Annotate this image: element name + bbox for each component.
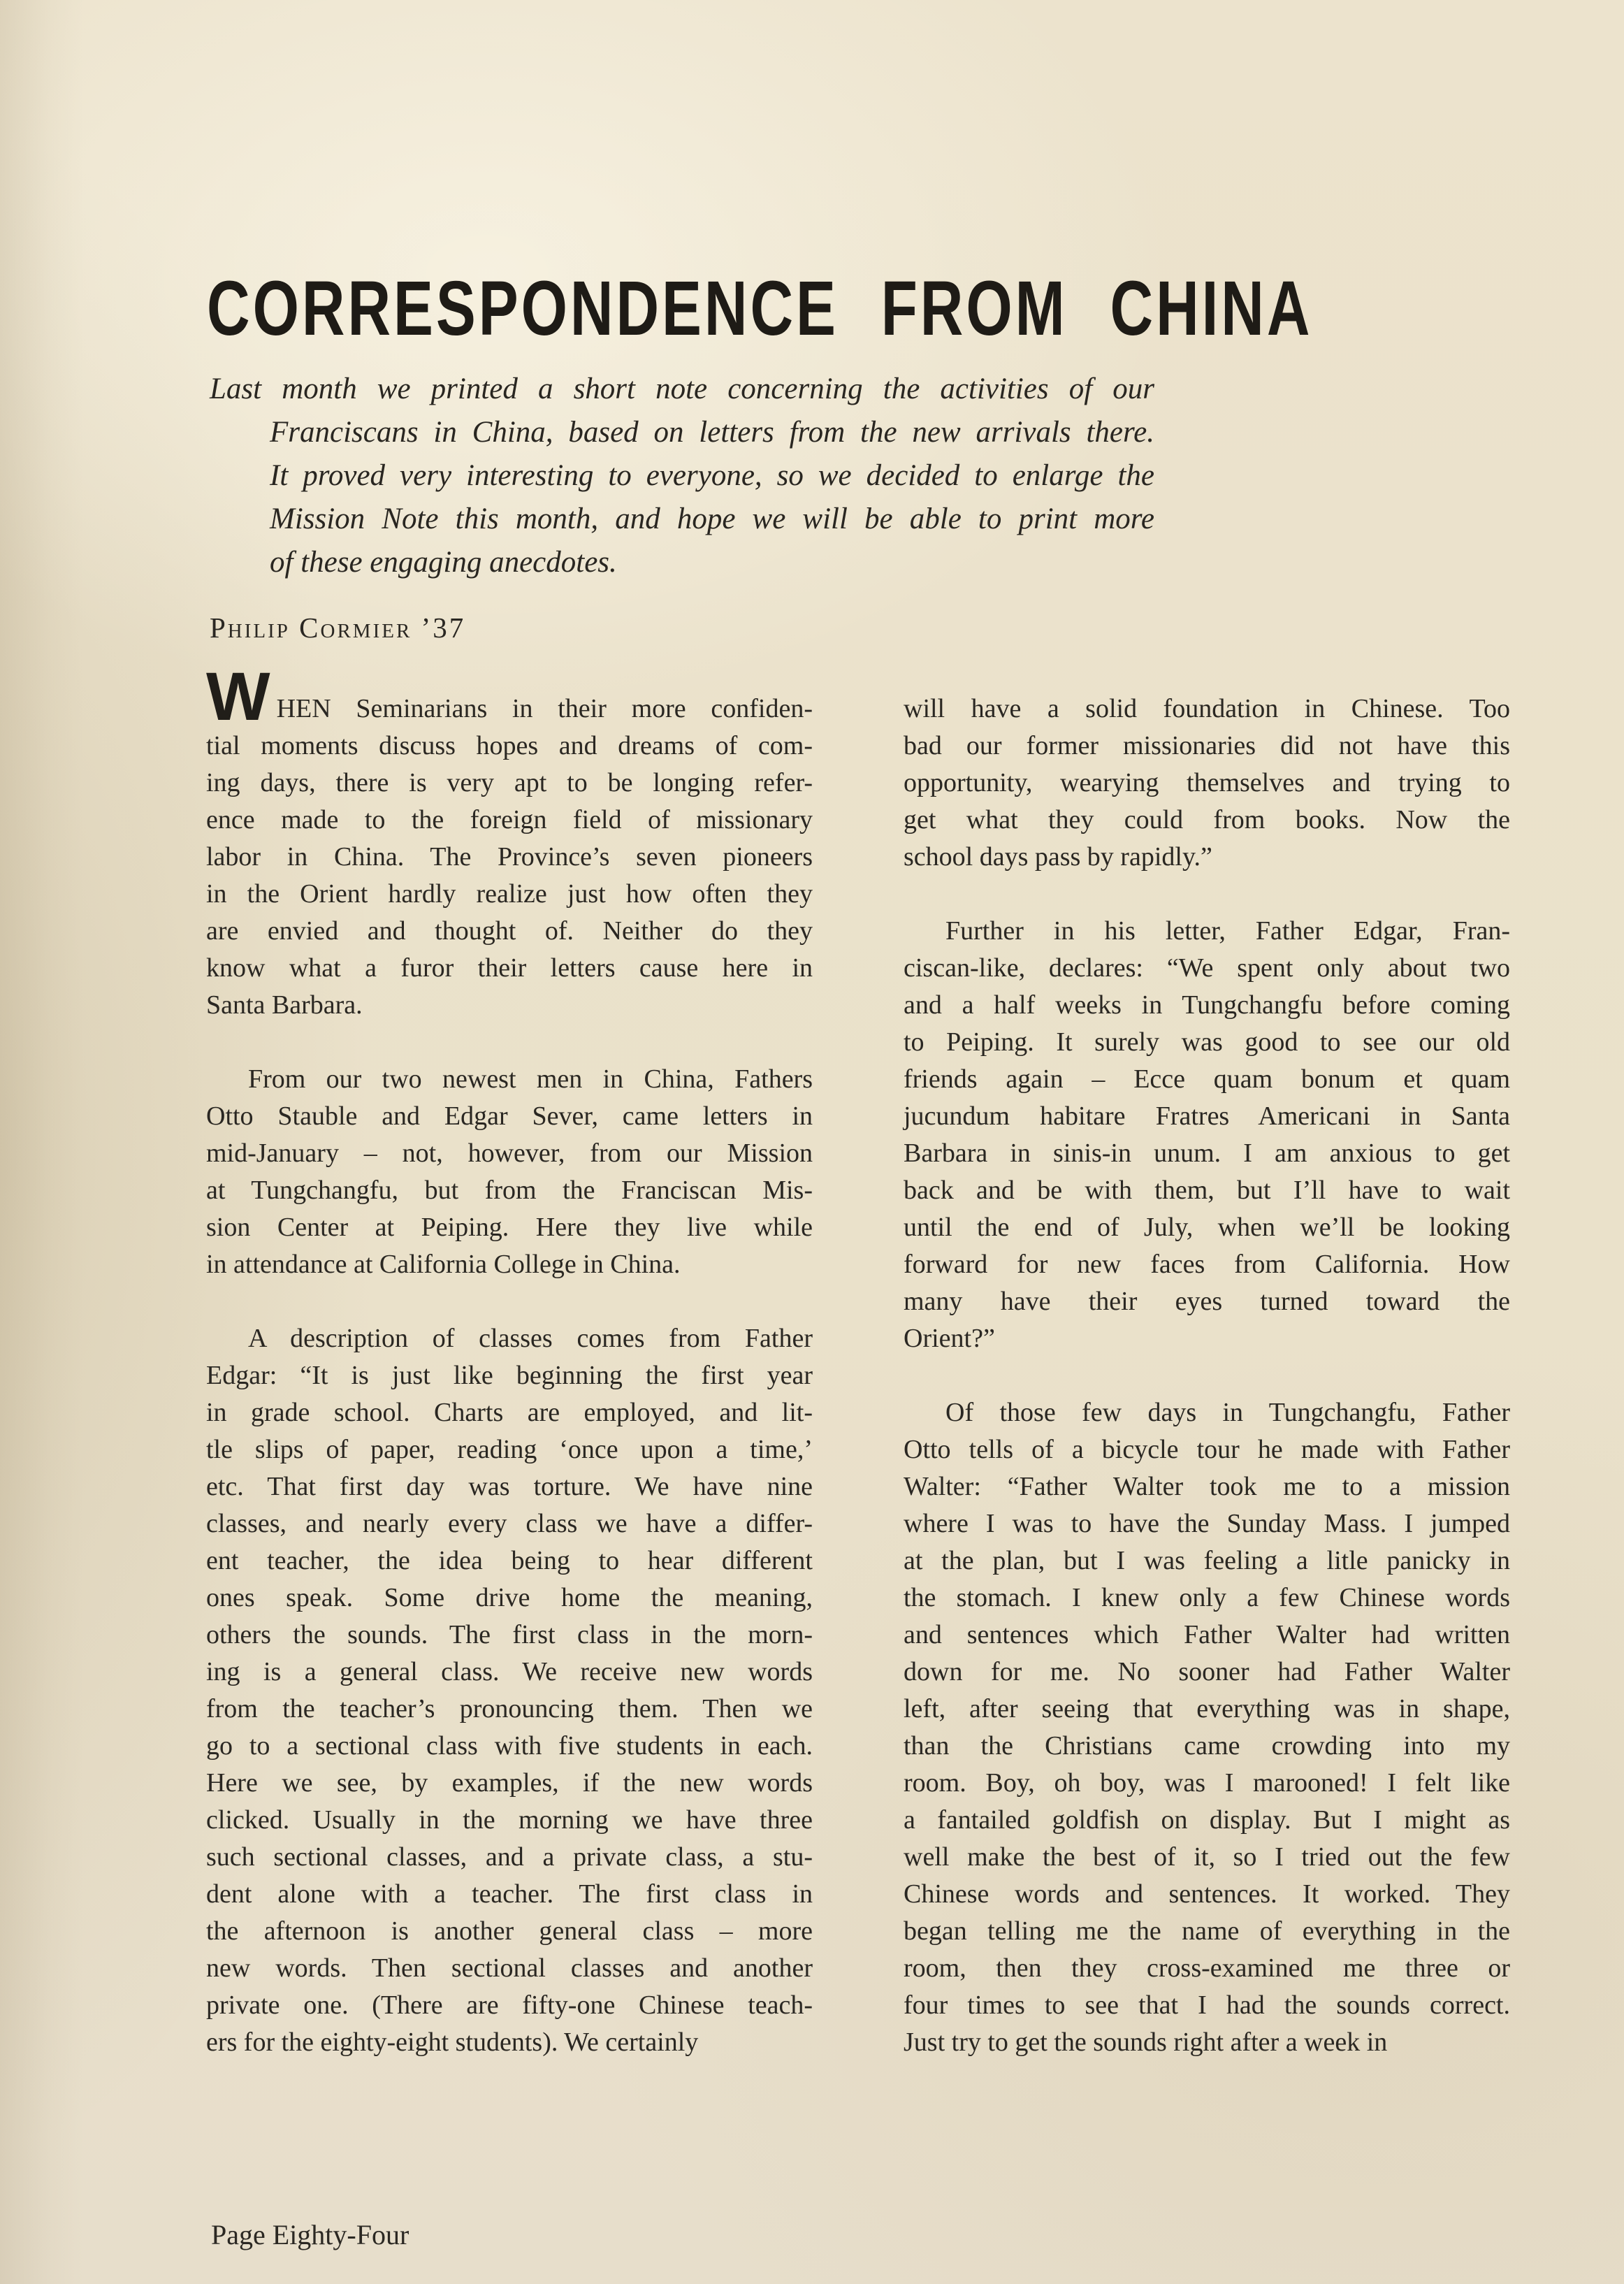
- intro-line: It proved very interesting to everyone, so we decided to enlarge the: [270, 459, 1154, 492]
- article-body: [206, 658, 1510, 2061]
- text-line: new words. Then sectional classes and another: [206, 1953, 813, 1983]
- text-line: From our two newest men in China, Fathers: [248, 1064, 813, 1094]
- text-line: Otto tells of a bicycle tour he made with Father: [904, 1435, 1510, 1464]
- text-line: well make the best of it, so I tried out the few: [904, 1842, 1510, 1872]
- text-line: opportunity, wearying themselves and trying to: [904, 768, 1510, 797]
- text-line: the afternoon is another general class – more: [206, 1916, 813, 1946]
- text-line: Santa Barbara.: [206, 990, 363, 1020]
- text-line: school days pass by rapidly.”: [904, 842, 1212, 872]
- text-line: the stomach. I knew only a few Chinese words: [904, 1583, 1510, 1612]
- text-line: and sentences which Father Walter had written: [904, 1620, 1510, 1649]
- text-line: back and be with them, but I’ll have to wait: [904, 1176, 1510, 1205]
- text-line: Walter: “Father Walter took me to a mission: [904, 1472, 1510, 1501]
- text-line: others the sounds. The first class in the morn-: [206, 1620, 813, 1649]
- text-line: ing is a general class. We receive new words: [206, 1657, 813, 1686]
- paragraph: [904, 913, 1510, 1357]
- article-title: CORRESPONDENCE FROM CHINA: [207, 264, 1313, 352]
- text-line: tle slips of paper, reading ‘once upon a time,’: [206, 1435, 813, 1464]
- text-line: in attendance at California College in China.: [206, 1250, 681, 1279]
- paragraph: [206, 1320, 813, 2061]
- text-line: to Peiping. It surely was good to see our old: [904, 1027, 1510, 1057]
- text-line: ciscan-like, declares: “We spent only about two: [904, 953, 1510, 983]
- text-line: room. Boy, oh boy, was I marooned! I felt like: [904, 1768, 1510, 1798]
- paragraph: [904, 691, 1510, 876]
- text-line: ones speak. Some drive home the meaning,: [206, 1583, 813, 1612]
- column-right: [904, 691, 1510, 2061]
- text-line: forward for new faces from California. How: [904, 1250, 1510, 1279]
- text-line: know what a furor their letters cause here in: [206, 953, 813, 983]
- text-line: Chinese words and sentences. It worked. They: [904, 1879, 1510, 1909]
- text-line: A description of classes comes from Father: [248, 1324, 813, 1353]
- drop-cap-initial: W: [206, 658, 270, 735]
- text-line: dent alone with a teacher. The first class in: [206, 1879, 813, 1909]
- text-line: began telling me the name of everything in the: [904, 1916, 1510, 1946]
- column-left: [206, 658, 813, 2061]
- text-line: in the Orient hardly realize just how often they: [206, 879, 813, 909]
- page-number: Page Eighty-Four: [211, 2219, 409, 2250]
- text-line: will have a solid foundation in Chinese. Too: [904, 694, 1510, 723]
- text-line: clicked. Usually in the morning we have three: [206, 1805, 813, 1835]
- paragraph: [206, 658, 813, 1024]
- text-line: than the Christians came crowding into my: [904, 1731, 1510, 1761]
- text-line: until the end of July, when we’ll be looking: [904, 1213, 1510, 1242]
- text-line: are envied and thought of. Neither do they: [206, 916, 813, 946]
- text-line: ing days, there is very apt to be longing refer-: [206, 768, 813, 797]
- text-line: at the plan, but I was feeling a litle panicky in: [904, 1546, 1510, 1575]
- text-line: get what they could from books. Now the: [904, 805, 1510, 834]
- paragraph: [206, 1061, 813, 1283]
- text-line: Otto Stauble and Edgar Sever, came letters in: [206, 1101, 813, 1131]
- text-line: at Tungchangfu, but from the Franciscan Mis-: [206, 1176, 813, 1205]
- text-line: classes, and nearly every class we have a differ-: [206, 1509, 813, 1538]
- text-line: left, after seeing that everything was in shape,: [904, 1694, 1510, 1723]
- intro-line: Mission Note this month, and hope we will be able to print more: [270, 503, 1154, 535]
- scan-edge-shadow: [0, 0, 84, 2284]
- text-line: four times to see that I had the sounds correct.: [904, 1990, 1510, 2020]
- text-line: from the teacher’s pronouncing them. Then we: [206, 1694, 813, 1723]
- text-line: Further in his letter, Father Edgar, Fran-: [945, 916, 1510, 946]
- text-line: mid-January – not, however, from our Mission: [206, 1139, 813, 1168]
- paragraph: [904, 1394, 1510, 2061]
- text-line: go to a sectional class with five students in each.: [206, 1731, 813, 1761]
- text-line: etc. That first day was torture. We have nine: [206, 1472, 813, 1501]
- text-line: Here we see, by examples, if the new words: [206, 1768, 813, 1798]
- text-line: down for me. No sooner had Father Walter: [904, 1657, 1510, 1686]
- text-line: room, then they cross-examined me three or: [904, 1953, 1510, 1983]
- intro-line: of these engaging anecdotes.: [270, 546, 617, 579]
- text-line: ence made to the foreign field of missionary: [206, 805, 813, 834]
- text-line: many have their eyes turned toward the: [904, 1287, 1510, 1316]
- text-line: bad our former missionaries did not have this: [904, 731, 1510, 760]
- text-line: Orient?”: [904, 1324, 995, 1353]
- intro-line: Franciscans in China, based on letters from the new arrivals there.: [270, 416, 1154, 449]
- text-line: where I was to have the Sunday Mass. I jumped: [904, 1509, 1510, 1538]
- text-line: a fantailed goldfish on display. But I might as: [904, 1805, 1510, 1835]
- text-line: such sectional classes, and a private class, a stu-: [206, 1842, 813, 1872]
- text-line: jucundum habitare Fratres Americani in Santa: [904, 1101, 1510, 1131]
- text-line: Barbara in sinis-in unum. I am anxious to get: [904, 1139, 1510, 1168]
- byline: Philip Cormier ’37: [210, 612, 466, 644]
- intro-paragraph: [210, 368, 1154, 584]
- text-line: Of those few days in Tungchangfu, Father: [945, 1398, 1510, 1427]
- text-line: ers for the eighty-eight students). We certainly: [206, 2028, 699, 2057]
- text-line: Edgar: “It is just like beginning the first year: [206, 1361, 813, 1390]
- text-line: sion Center at Peiping. Here they live while: [206, 1213, 813, 1242]
- text-line: tial moments discuss hopes and dreams of com-: [206, 731, 813, 760]
- text-line: in grade school. Charts are employed, and lit-: [206, 1398, 813, 1427]
- text-line: ent teacher, the idea being to hear different: [206, 1546, 813, 1575]
- text-line: and a half weeks in Tungchangfu before coming: [904, 990, 1510, 1020]
- text-line: Just try to get the sounds right after a week in: [904, 2028, 1388, 2057]
- text-line: WHEN Seminarians in their more confiden-: [206, 658, 813, 735]
- text-line: private one. (There are fifty-one Chinese teach-: [206, 1990, 813, 2020]
- text-line: labor in China. The Province’s seven pioneers: [206, 842, 813, 872]
- text-line: friends again – Ecce quam bonum et quam: [904, 1064, 1510, 1094]
- intro-line: Last month we printed a short note concerning the activities of our: [210, 373, 1154, 405]
